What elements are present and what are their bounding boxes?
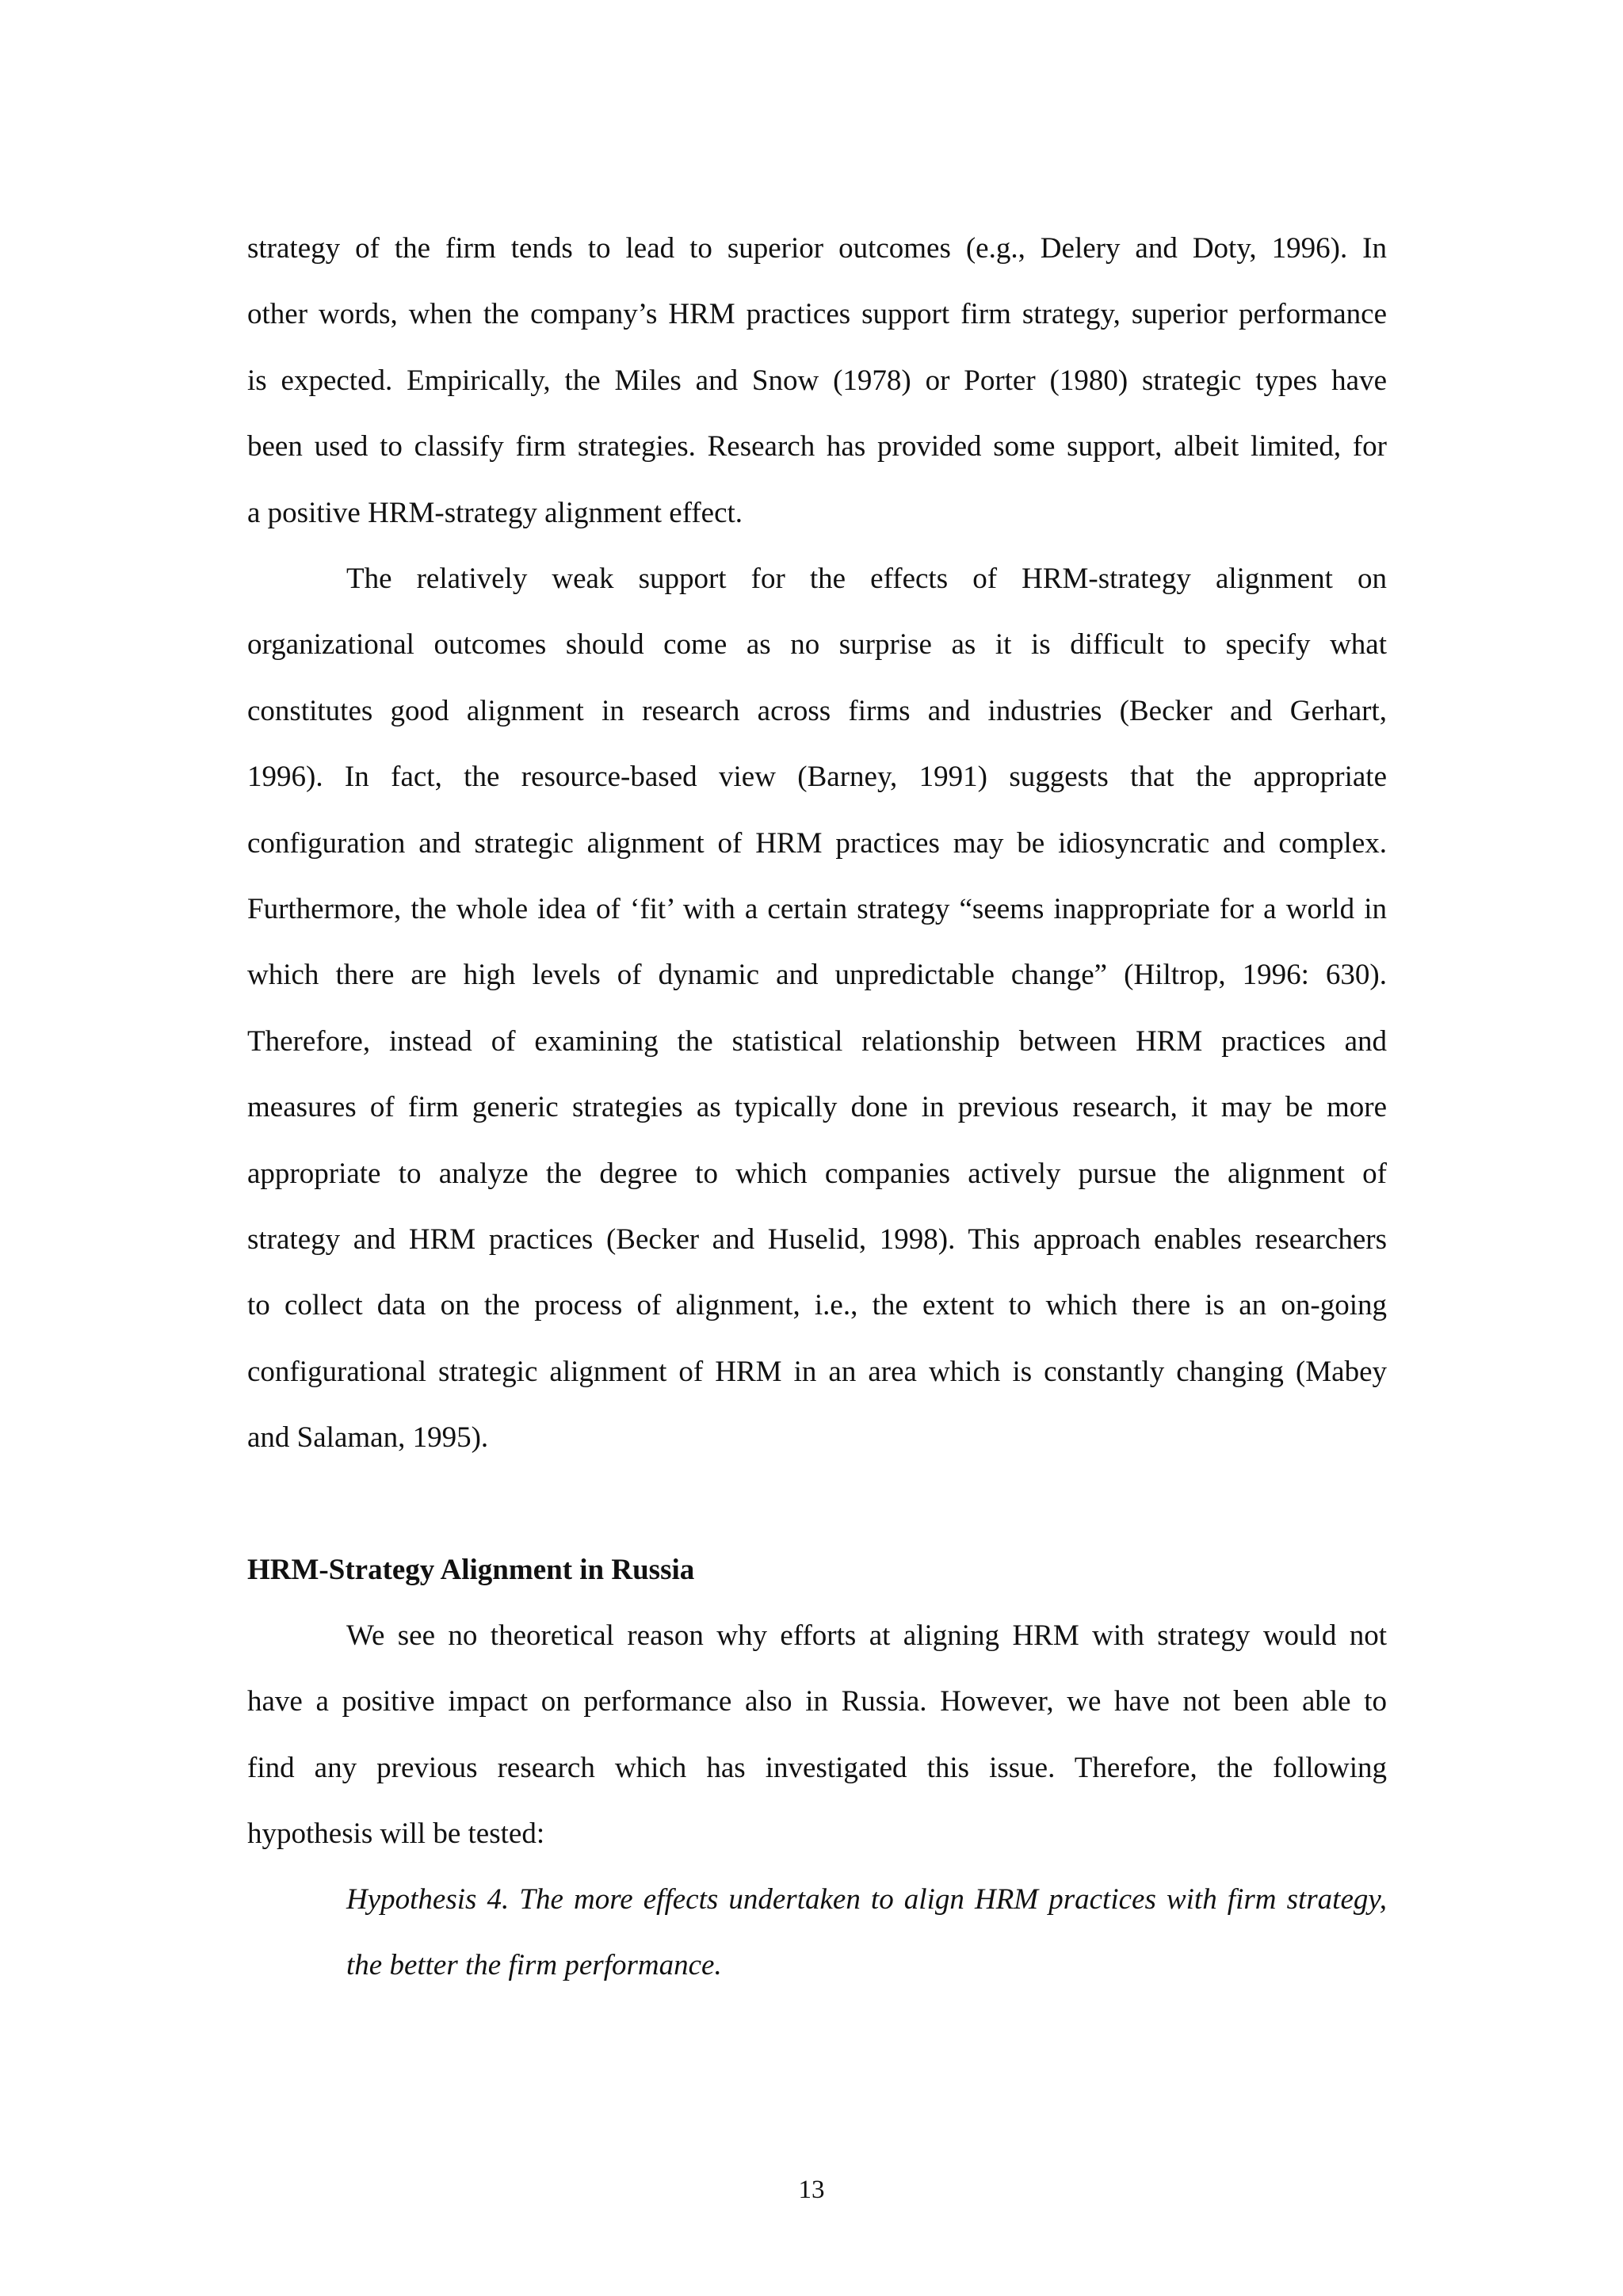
text-line: which there are high levels of dynamic and unpredictable change” (Hiltrop, 1996: 630). xyxy=(247,959,1387,992)
page-number: 13 xyxy=(798,2176,825,2204)
text-line: We see no theoretical reason why efforts at aligning HRM with strategy would not xyxy=(346,1619,1387,1652)
text-line: is expected. Empirically, the Miles and Snow (1978) or Porter (1980) strategic types have xyxy=(247,364,1387,397)
body-paragraph xyxy=(247,215,1387,546)
text-line: have a positive impact on performance also in Russia. However, we have not been able to xyxy=(247,1685,1387,1718)
text-line: a positive HRM-strategy alignment effect. xyxy=(247,496,743,529)
text-line: appropriate to analyze the degree to which companies actively pursue the alignment of xyxy=(247,1157,1387,1190)
section-heading: HRM-Strategy Alignment in Russia xyxy=(247,1554,695,1586)
text-line: The relatively weak support for the effects of HRM-strategy alignment on xyxy=(346,563,1387,595)
body-paragraph xyxy=(247,546,1387,1470)
text-line: Therefore, instead of examining the statistical relationship between HRM practices and xyxy=(247,1024,1387,1058)
text-line: configurational strategic alignment of HRM in an area which is constantly changing (Mabey xyxy=(247,1355,1387,1388)
text-line: been used to classify firm strategies. Research has provided some support, albeit limited, for xyxy=(247,430,1387,463)
text-line: constitutes good alignment in research across firms and industries (Becker and Gerhart, xyxy=(247,694,1387,727)
text-line: strategy and HRM practices (Becker and Huselid, 1998). This approach enables researchers xyxy=(247,1222,1387,1256)
hypothesis-statement xyxy=(346,1867,1387,1999)
text-line: hypothesis will be tested: xyxy=(247,1817,545,1851)
text-line: to collect data on the process of alignment, i.e., the extent to which there is an on-going xyxy=(247,1289,1387,1322)
text-line: find any previous research which has investigated this issue. Therefore, the following xyxy=(247,1751,1387,1784)
text-line: 1996). In fact, the resource-based view (Barney, 1991) suggests that the appropriate xyxy=(247,761,1387,794)
text-line: Hypothesis 4. The more effects undertaken to align HRM practices with firm strategy, xyxy=(346,1883,1387,1916)
body-paragraph xyxy=(247,1603,1387,1867)
text-line: other words, when the company’s HRM practices support firm strategy, superior performance xyxy=(247,298,1387,331)
text-line: configuration and strategic alignment of HRM practices may be idiosyncratic and complex. xyxy=(247,826,1387,860)
text-line: strategy of the firm tends to lead to superior outcomes (e.g., Delery and Doty, 1996). In xyxy=(247,232,1387,265)
text-line: Furthermore, the whole idea of ‘fit’ with a certain strategy “seems inappropriate for a world in xyxy=(247,892,1387,925)
text-line: organizational outcomes should come as no surprise as it is difficult to specify what xyxy=(247,628,1387,662)
text-line: and Salaman, 1995). xyxy=(247,1421,489,1455)
text-line: the better the firm performance. xyxy=(346,1949,722,1982)
text-line: measures of firm generic strategies as typically done in previous research, it may be more xyxy=(247,1091,1387,1124)
